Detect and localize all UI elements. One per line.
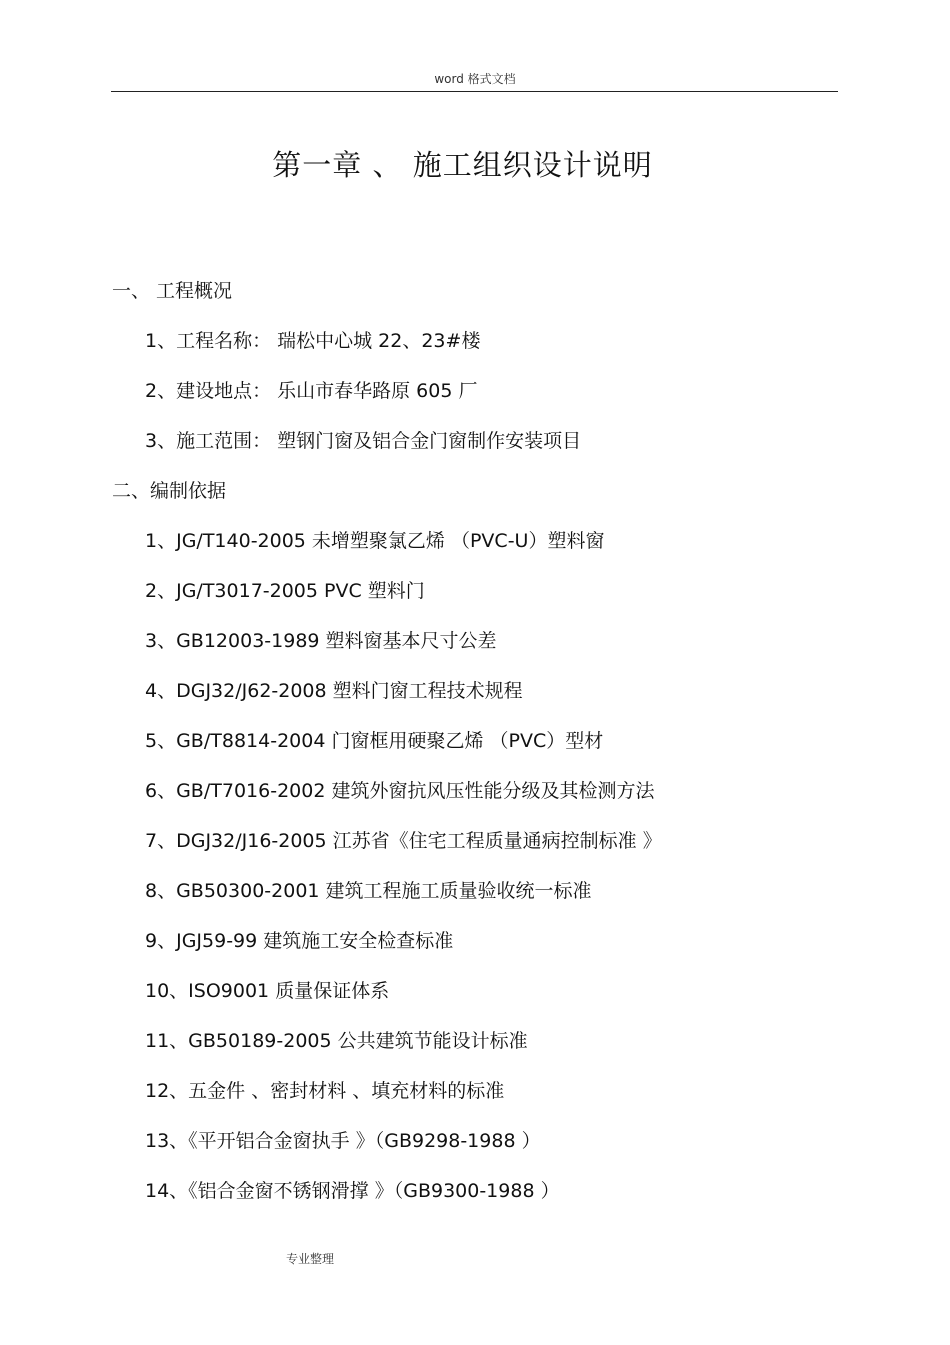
list-item: 13、《平开铝合金窗执手 》（GB9298-1988 ） (145, 1130, 541, 1152)
list-item: 2、JG/T3017-2005 PVC 塑料门 (145, 580, 425, 602)
chapter-title: 第一章 、 施工组织设计说明 (272, 148, 653, 182)
list-item: 1、工程名称： 瑞松中心城 22、23#楼 (145, 330, 481, 352)
list-item: 4、DGJ32/J62-2008 塑料门窗工程技术规程 (145, 680, 523, 702)
list-item: 5、GB/T8814-2004 门窗框用硬聚乙烯 （PVC）型材 (145, 730, 604, 752)
list-item: 6、GB/T7016-2002 建筑外窗抗风压性能分级及其检测方法 (145, 780, 655, 802)
page-header-text: word 格式文档 (434, 72, 516, 86)
list-item: 14、《铝合金窗不锈钢滑撑 》（GB9300-1988 ） (145, 1180, 560, 1202)
list-item: 8、GB50300-2001 建筑工程施工质量验收统一标准 (145, 880, 592, 902)
list-item: 11、GB50189-2005 公共建筑节能设计标准 (145, 1030, 528, 1052)
list-item: 3、施工范围： 塑钢门窗及铝合金门窗制作安装项目 (145, 430, 582, 452)
list-item: 10、ISO9001 质量保证体系 (145, 980, 390, 1002)
list-item: 9、JGJ59-99 建筑施工安全检查标准 (145, 930, 454, 952)
header-rule (111, 91, 838, 92)
section-heading-basis: 二、编制依据 (112, 480, 227, 502)
list-item: 1、JG/T140-2005 未增塑聚氯乙烯 （PVC-U）塑料窗 (145, 530, 605, 552)
list-item: 12、五金件 、密封材料 、填充材料的标准 (145, 1080, 505, 1102)
page-footer-text: 专业整理 (286, 1252, 335, 1266)
section-heading-overview: 一、 工程概况 (112, 280, 233, 302)
list-item: 2、建设地点： 乐山市春华路原 605 厂 (145, 380, 478, 402)
list-item: 7、DGJ32/J16-2005 江苏省《住宅工程质量通病控制标准 》 (145, 830, 662, 852)
list-item: 3、GB12003-1989 塑料窗基本尺寸公差 (145, 630, 497, 652)
